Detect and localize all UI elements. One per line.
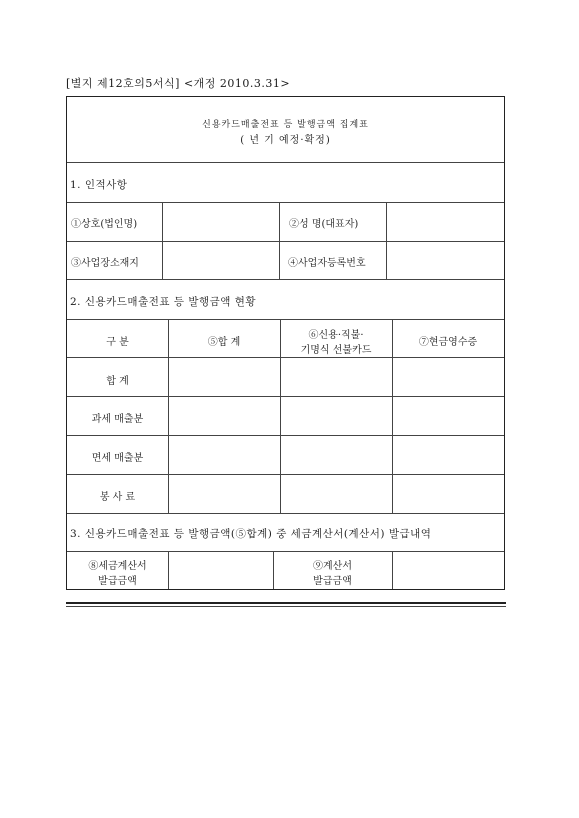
col-rule-s3-c <box>392 551 393 589</box>
column-total: ⑤합 계 <box>207 337 241 348</box>
business-reg-no-label: ④사업자등록번호 <box>288 258 366 269</box>
col-rule-s3-a <box>168 551 169 589</box>
rule-row-service <box>67 513 504 514</box>
invoice-label-line1: ⑨계산서 <box>313 561 352 572</box>
rule-row-taxable <box>67 435 504 436</box>
col-rule-s2-a <box>168 319 169 513</box>
row-taxable-label: 과세 매출분 <box>91 414 144 425</box>
form-period: ( 년 기 예정·확정) <box>240 135 331 146</box>
rule-row-exempt <box>67 474 504 475</box>
row-exempt-label: 면세 매출분 <box>91 453 144 464</box>
rule-section1-heading <box>67 202 504 203</box>
form-reference: [별지 제12호의5서식] <개정 2010.3.31> <box>66 77 291 90</box>
col-rule-s1-b <box>279 202 280 279</box>
rule-section3-heading <box>67 551 504 552</box>
col-rule-s1-a <box>162 202 163 279</box>
row-total-label: 합 계 <box>106 376 129 387</box>
column-card-line1: ⑥신용·직불· <box>308 330 364 341</box>
bottom-rule-thick <box>66 602 506 604</box>
col-rule-s2-c <box>392 319 393 513</box>
representative-label: ②성 명(대표자) <box>289 219 359 230</box>
business-address-label: ③사업장소재지 <box>71 258 139 269</box>
aggregate-table-form <box>66 96 505 590</box>
rule-row-address <box>67 279 504 280</box>
rule-column-header <box>67 357 504 358</box>
section1-heading: 1. 인적사항 <box>70 179 128 191</box>
column-cash-receipt: ⑦현금영수증 <box>418 337 478 348</box>
company-name-label: ①상호(법인명) <box>71 219 138 230</box>
tax-invoice-label-line1: ⑧세금계산서 <box>88 561 147 572</box>
form-title: 신용카드매출전표 등 발행금액 집계표 <box>202 120 369 130</box>
rule-row-company <box>67 241 504 242</box>
rule-section2-heading <box>67 319 504 320</box>
rule-title-bottom <box>67 162 504 163</box>
col-rule-s1-c <box>386 202 387 279</box>
tax-invoice-label-line2: 발급금액 <box>98 576 137 587</box>
section2-heading: 2. 신용카드매출전표 등 발행금액 현황 <box>70 296 257 308</box>
section3-heading: 3. 신용카드매출전표 등 발행금액(⑤합계) 중 세금계산서(계산서) 발급내역 <box>70 528 432 540</box>
row-service-fee-label: 봉 사 료 <box>99 492 136 503</box>
invoice-label-line2: 발급금액 <box>313 576 352 587</box>
rule-row-total <box>67 396 504 397</box>
column-card-line2: 기명식 선불카드 <box>300 345 372 356</box>
column-category: 구 분 <box>106 337 129 348</box>
bottom-rule-thin <box>66 606 506 607</box>
